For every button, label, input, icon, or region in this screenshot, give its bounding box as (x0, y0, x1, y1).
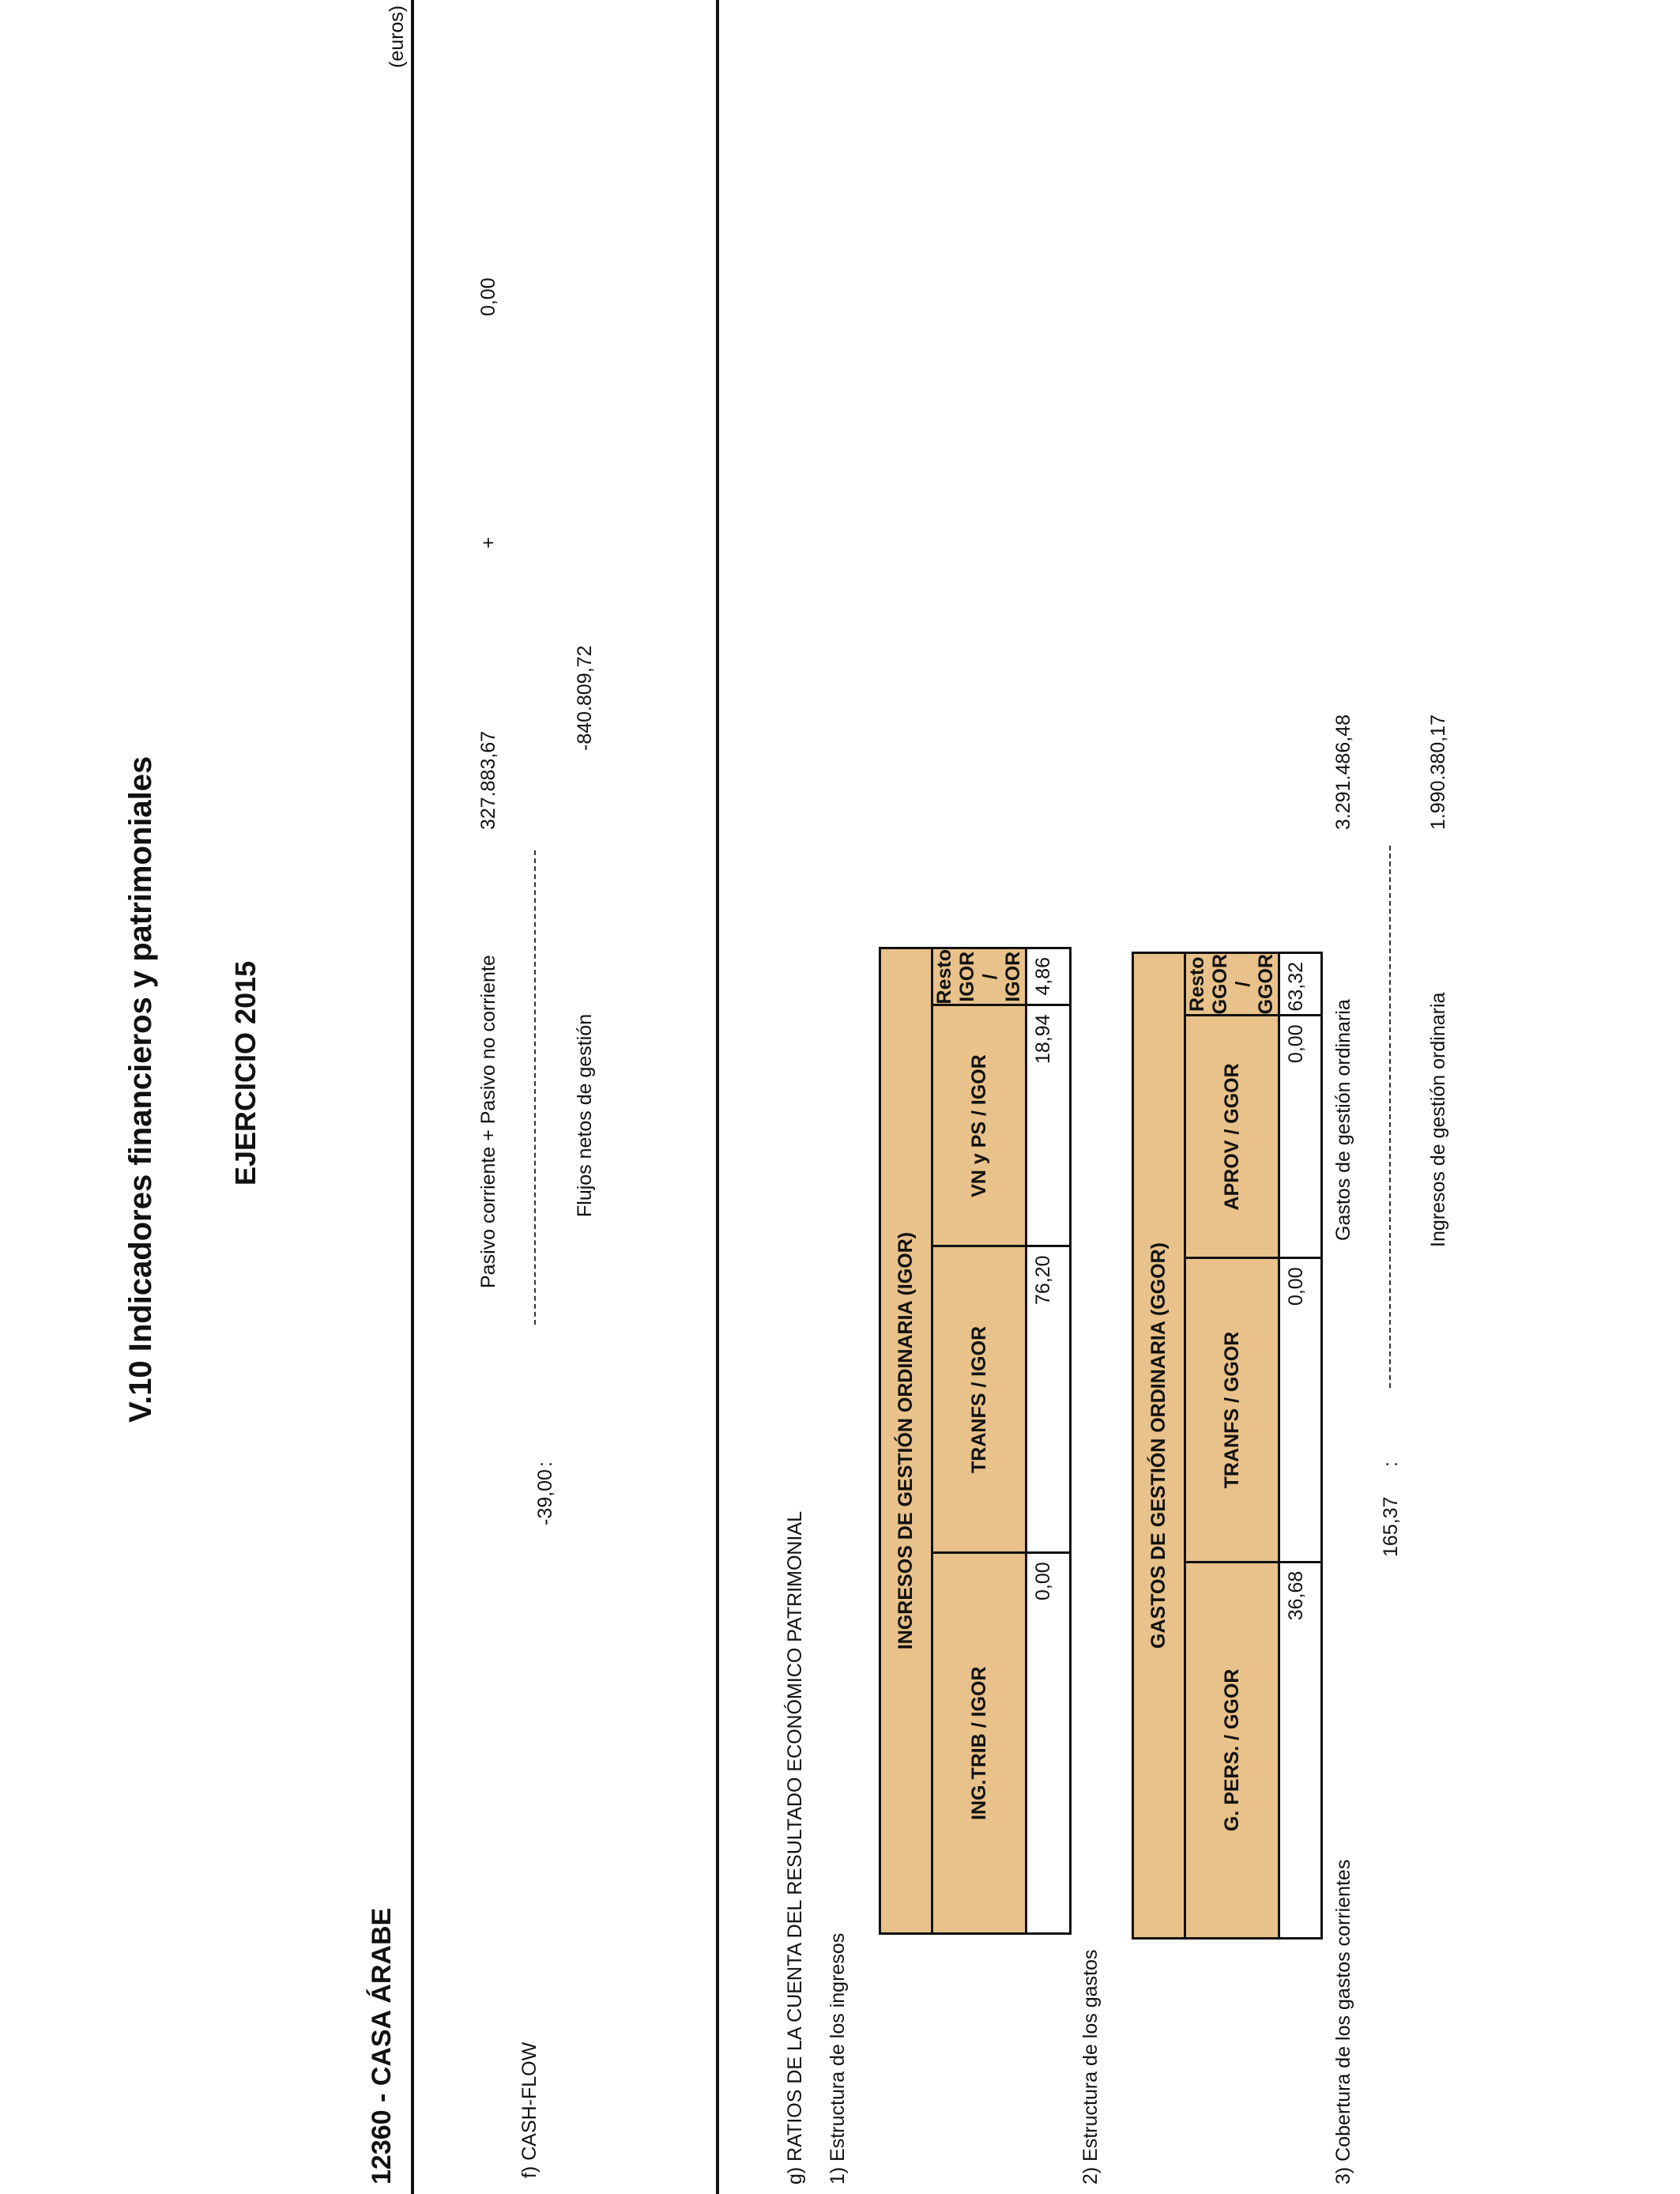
section-rule (716, 0, 719, 2194)
expense-value-resto: 63,32 (1279, 953, 1322, 1016)
income-value-tranfs: 76,20 (1026, 1246, 1071, 1553)
coverage-fraction-line (1389, 846, 1391, 1388)
income-table-title: INGRESOS DE GESTIÓN ORDINARIA (IGOR) (880, 948, 932, 1934)
expense-table-title: GASTOS DE GESTIÓN ORDINARIA (GGOR) (1133, 953, 1185, 1939)
entity-name: 12360 - CASA ÁRABE (367, 1907, 397, 2185)
coverage-denominator-value: 1.990.380,17 (1427, 714, 1449, 830)
income-structure-table (879, 947, 1072, 1935)
expense-value-tranfs: 0,00 (1279, 1258, 1322, 1562)
cash-flow-colon: : (534, 1461, 556, 1467)
currency-note: (euros) (386, 5, 408, 68)
coverage-numerator-label: Gastos de gestión ordinaria (1332, 999, 1354, 1241)
income-value-vn-ps: 18,94 (1026, 1005, 1071, 1246)
cash-flow-denominator-label: Flujos netos de gestión (574, 1013, 596, 1217)
expense-value-g-pers: 36,68 (1279, 1562, 1322, 1938)
cash-flow-fraction-line (534, 850, 536, 1325)
cash-flow-plus-sign: + (477, 537, 499, 548)
coverage-colon: : (1380, 1461, 1402, 1467)
cash-flow-denominator-value: -840.809,72 (574, 645, 596, 751)
expense-col-g-pers: G. PERS. / GGOR (1185, 1562, 1279, 1938)
income-col-vn-ps: VN y PS / IGOR (932, 1005, 1026, 1246)
income-col-tranfs: TRANFS / IGOR (932, 1246, 1026, 1553)
coverage-label: 3) Cobertura de los gastos corrientes (1332, 1859, 1354, 2185)
cash-flow-label: f) CASH-FLOW (518, 2041, 541, 2178)
coverage-denominator-label: Ingresos de gestión ordinaria (1427, 992, 1449, 1247)
coverage-value: 165,37 (1380, 1496, 1402, 1557)
expense-value-aprov: 0,00 (1279, 1016, 1322, 1258)
income-value-ing-trib: 0,00 (1026, 1553, 1071, 1934)
expense-structure-label: 2) Estructura de los gastos (1079, 1949, 1102, 2185)
income-col-resto: Resto IGOR / IGOR (932, 948, 1026, 1005)
income-col-ing-trib: ING.TRIB / IGOR (932, 1553, 1026, 1934)
ratios-section-title: g) RATIOS DE LA CUENTA DEL RESULTADO ECONÓMICO PATRIMONIAL (784, 1511, 806, 2185)
header-rule (411, 0, 414, 2194)
cash-flow-value: -39,00 (534, 1469, 556, 1525)
expense-structure-table (1132, 952, 1323, 1940)
exercise-year: EJERCICIO 2015 (229, 960, 262, 1186)
cash-flow-numerator-value-2: 0,00 (477, 277, 499, 316)
coverage-numerator-value: 3.291.486,48 (1332, 714, 1354, 830)
income-structure-label: 1) Estructura de los ingresos (827, 1932, 849, 2185)
cash-flow-numerator-value-1: 327.883,67 (477, 730, 499, 830)
report-title: V.10 Indicadores financieros y patrimoniales (123, 756, 158, 1423)
expense-col-resto: Resto GGOR / GGOR (1185, 953, 1279, 1016)
expense-col-aprov: APROV / GGOR (1185, 1016, 1279, 1258)
income-value-resto: 4,86 (1026, 948, 1071, 1005)
expense-col-tranfs: TRANFS / GGOR (1185, 1258, 1279, 1562)
cash-flow-numerator-label: Pasivo corriente + Pasivo no corriente (477, 955, 499, 1288)
